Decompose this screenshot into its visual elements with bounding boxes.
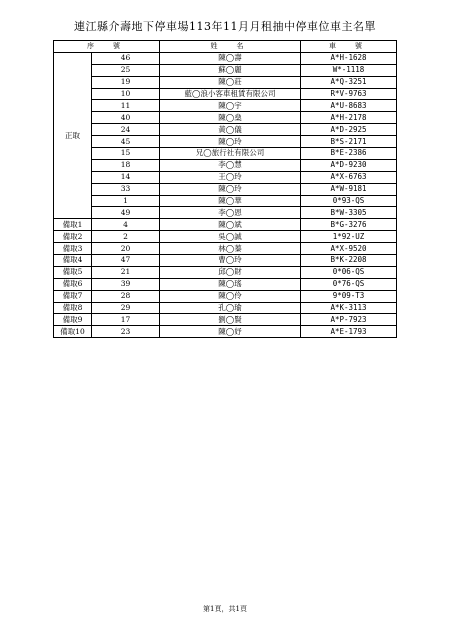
plate-number: A*H-1628 xyxy=(301,52,397,64)
plate-number: A*P-7923 xyxy=(301,314,397,326)
seq-number: 40 xyxy=(92,112,160,124)
plate-number: B*G-3276 xyxy=(301,219,397,231)
owner-name: 邱◯財 xyxy=(160,266,301,278)
seq-number: 49 xyxy=(92,207,160,219)
seq-number: 15 xyxy=(92,148,160,160)
document-title: 連江縣介壽地下停車場113年11月月租抽中停車位車主名單 xyxy=(74,20,376,33)
plate-number: A*D-9230 xyxy=(301,159,397,171)
table-row xyxy=(54,124,397,136)
group-label-alternate: 備取6 xyxy=(54,278,92,290)
table-row xyxy=(54,219,397,231)
plate-number: A*X-9520 xyxy=(301,243,397,255)
table-row xyxy=(54,314,397,326)
owner-name: 陳◯瑤 xyxy=(160,278,301,290)
plate-number: 0*93-QS xyxy=(301,195,397,207)
seq-number: 21 xyxy=(92,266,160,278)
owner-name: 陳◯斌 xyxy=(160,219,301,231)
owner-name: 孔◯瑜 xyxy=(160,302,301,314)
group-label-alternate: 備取4 xyxy=(54,255,92,267)
winner-table xyxy=(53,40,397,338)
owner-name: 兄◯旅行社有限公司 xyxy=(160,148,301,160)
table-row xyxy=(54,76,397,88)
plate-number: A*D-2925 xyxy=(301,124,397,136)
seq-number: 1 xyxy=(92,195,160,207)
table-row xyxy=(54,148,397,160)
plate-number: B*W-3305 xyxy=(301,207,397,219)
seq-number: 2 xyxy=(92,231,160,243)
table-row xyxy=(54,243,397,255)
owner-name: 陳◯宇 xyxy=(160,100,301,112)
table-row xyxy=(54,183,397,195)
plate-number: A*U-8683 xyxy=(301,100,397,112)
table-row xyxy=(54,255,397,267)
owner-name: 劉◯賢 xyxy=(160,314,301,326)
seq-number: 19 xyxy=(92,76,160,88)
plate-number: A*X-6763 xyxy=(301,171,397,183)
owner-name: 藍◯浪小客車租賃有限公司 xyxy=(160,88,301,100)
table-row xyxy=(54,278,397,290)
table-row xyxy=(54,112,397,124)
table-row xyxy=(54,52,397,64)
seq-number: 23 xyxy=(92,326,160,338)
table-row xyxy=(54,195,397,207)
page-footer: 第1頁，共1頁 xyxy=(203,605,247,613)
column-header-seq: 序 號 xyxy=(54,41,160,53)
plate-number: 0*06-QS xyxy=(301,266,397,278)
seq-number: 20 xyxy=(92,243,160,255)
table-body xyxy=(54,52,397,337)
owner-name: 陳◯伶 xyxy=(160,290,301,302)
plate-number: 1*92-UZ xyxy=(301,231,397,243)
table-header-row xyxy=(54,41,397,53)
owner-name: 陳◯妤 xyxy=(160,326,301,338)
seq-number: 11 xyxy=(92,100,160,112)
seq-number: 29 xyxy=(92,302,160,314)
plate-number: W*-1118 xyxy=(301,64,397,76)
table-row xyxy=(54,231,397,243)
group-label-alternate: 備取2 xyxy=(54,231,92,243)
seq-number: 46 xyxy=(92,52,160,64)
table-row xyxy=(54,207,397,219)
owner-name: 李◯慧 xyxy=(160,159,301,171)
owner-name: 黃◯儀 xyxy=(160,124,301,136)
seq-number: 14 xyxy=(92,171,160,183)
plate-number: A*W-9181 xyxy=(301,183,397,195)
group-label-alternate: 備取3 xyxy=(54,243,92,255)
seq-number: 33 xyxy=(92,183,160,195)
plate-number: A*H-2178 xyxy=(301,112,397,124)
table-row xyxy=(54,290,397,302)
owner-name: 陳◯莊 xyxy=(160,76,301,88)
owner-name: 林◯蓁 xyxy=(160,243,301,255)
group-label-alternate: 備取9 xyxy=(54,314,92,326)
owner-name: 王◯玲 xyxy=(160,171,301,183)
plate-number: 0*76-QS xyxy=(301,278,397,290)
table-row xyxy=(54,64,397,76)
table-row xyxy=(54,159,397,171)
table-row xyxy=(54,88,397,100)
plate-number: B*E-2386 xyxy=(301,148,397,160)
plate-number: A*Q-3251 xyxy=(301,76,397,88)
owner-name: 陳◯燊 xyxy=(160,112,301,124)
seq-number: 17 xyxy=(92,314,160,326)
seq-number: 25 xyxy=(92,64,160,76)
column-header-plate: 車 號 xyxy=(301,41,397,53)
plate-number: R*V-9763 xyxy=(301,88,397,100)
table-row xyxy=(54,326,397,338)
group-label-main: 正取 xyxy=(54,52,92,218)
owner-name: 陳◯華 xyxy=(160,195,301,207)
owner-name: 陳◯壽 xyxy=(160,52,301,64)
owner-name: 蘇◯麗 xyxy=(160,64,301,76)
seq-number: 4 xyxy=(92,219,160,231)
seq-number: 47 xyxy=(92,255,160,267)
group-label-alternate: 備取8 xyxy=(54,302,92,314)
table-row xyxy=(54,266,397,278)
seq-number: 10 xyxy=(92,88,160,100)
group-label-alternate: 備取1 xyxy=(54,219,92,231)
seq-number: 28 xyxy=(92,290,160,302)
table-row xyxy=(54,171,397,183)
table-row xyxy=(54,302,397,314)
seq-number: 39 xyxy=(92,278,160,290)
owner-name: 曹◯玲 xyxy=(160,255,301,267)
owner-name: 吳◯誠 xyxy=(160,231,301,243)
table-row xyxy=(54,136,397,148)
plate-number: B*K-2208 xyxy=(301,255,397,267)
table-row xyxy=(54,100,397,112)
group-label-alternate: 備取5 xyxy=(54,266,92,278)
group-label-alternate: 備取10 xyxy=(54,326,92,338)
owner-name: 陳◯玲 xyxy=(160,183,301,195)
seq-number: 45 xyxy=(92,136,160,148)
column-header-name: 姓 名 xyxy=(160,41,301,53)
owner-name: 陳◯玲 xyxy=(160,136,301,148)
owner-name: 李◯恩 xyxy=(160,207,301,219)
plate-number: B*S-2171 xyxy=(301,136,397,148)
plate-number: 9*09-T3 xyxy=(301,290,397,302)
plate-number: A*E-1793 xyxy=(301,326,397,338)
seq-number: 24 xyxy=(92,124,160,136)
group-label-alternate: 備取7 xyxy=(54,290,92,302)
seq-number: 18 xyxy=(92,159,160,171)
plate-number: A*K-3113 xyxy=(301,302,397,314)
